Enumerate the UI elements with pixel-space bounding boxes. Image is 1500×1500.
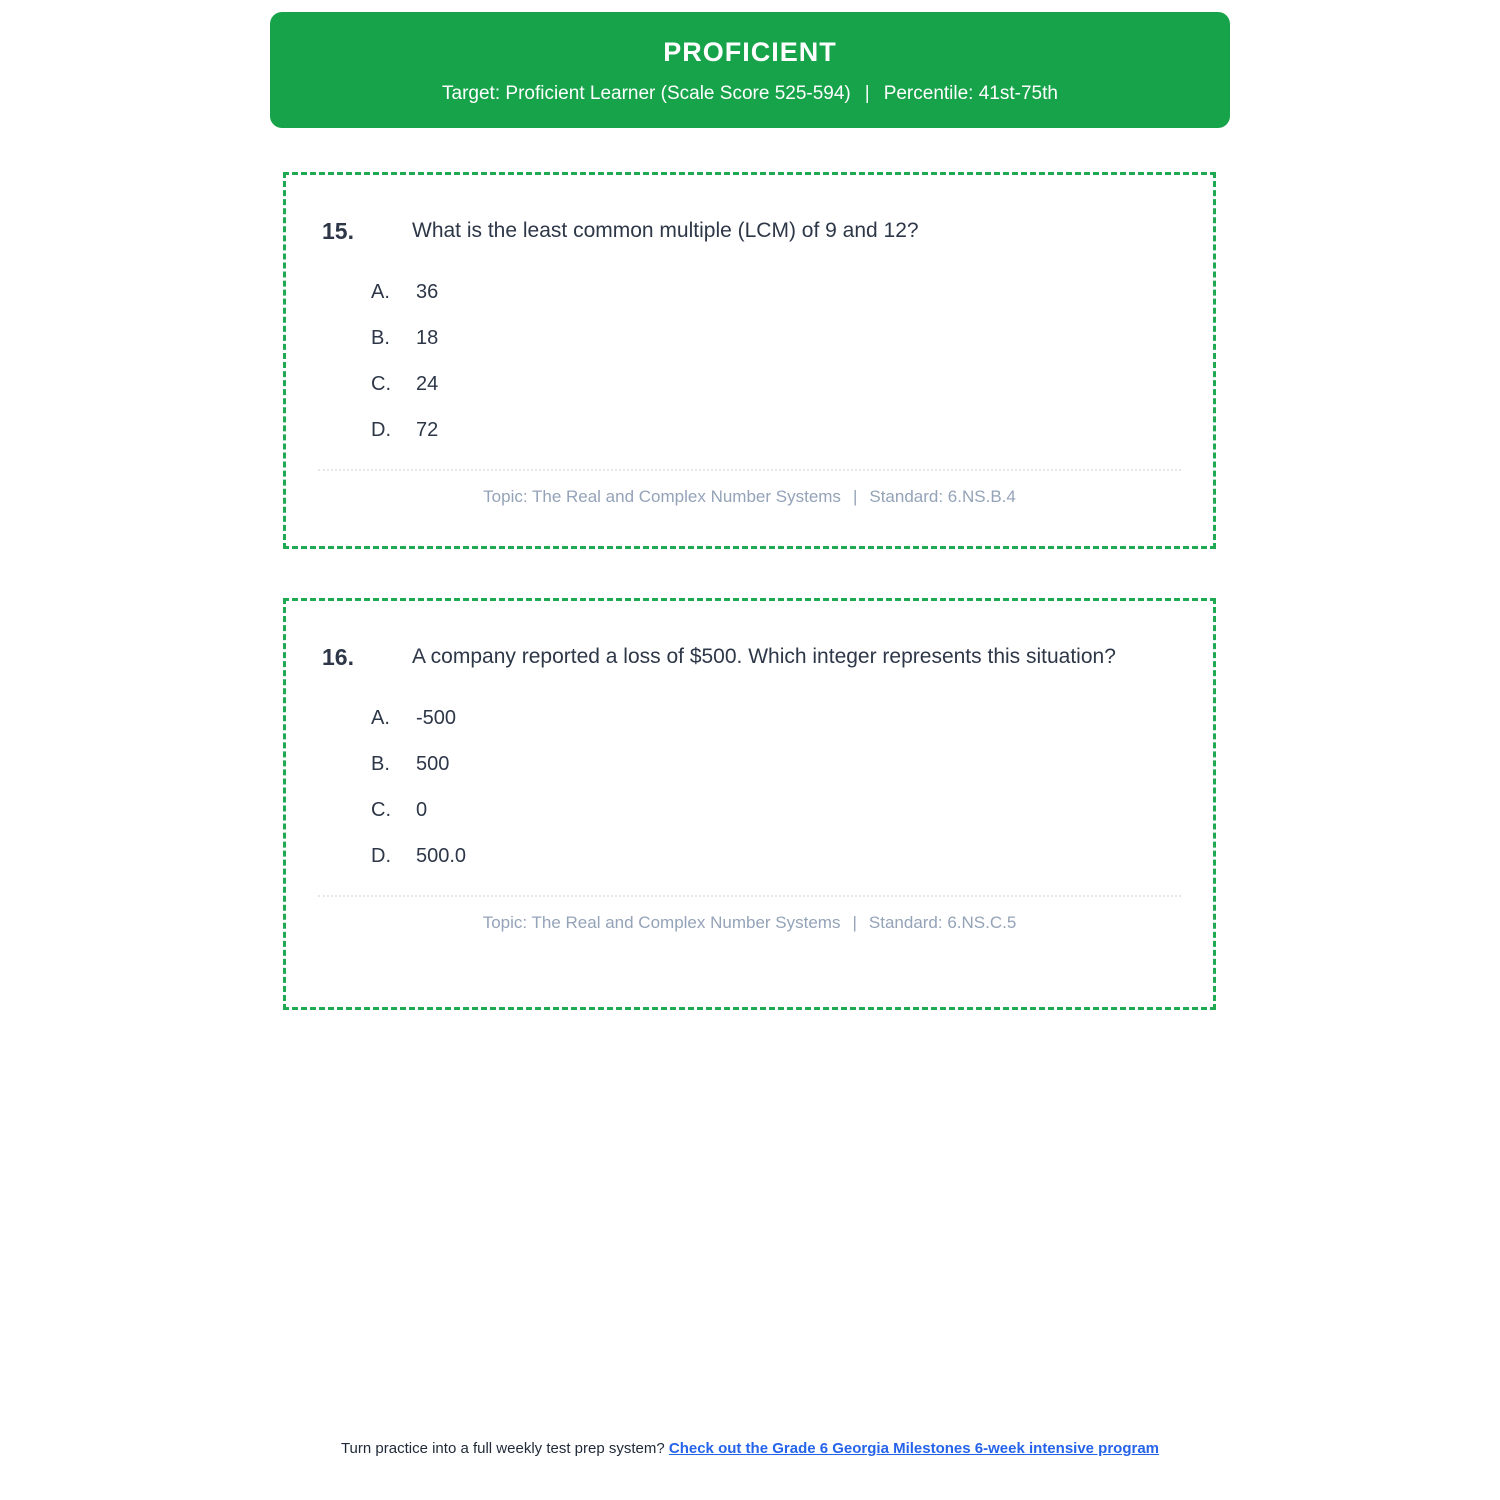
topic-label: Topic: The Real and Complex Number Systems bbox=[482, 913, 841, 932]
banner-title: PROFICIENT bbox=[663, 37, 837, 67]
card-divider bbox=[318, 469, 1181, 471]
option-value: 500.0 bbox=[416, 845, 467, 867]
option-row-a bbox=[371, 269, 1177, 315]
option-row-c bbox=[371, 361, 1177, 407]
option-value: 36 bbox=[416, 281, 439, 303]
option-row-b bbox=[371, 741, 1177, 787]
option-letter: A. bbox=[371, 281, 390, 303]
performance-level-banner bbox=[270, 12, 1230, 128]
option-value: -500 bbox=[416, 707, 457, 729]
question-number: 16. bbox=[322, 644, 354, 670]
option-letter: B. bbox=[371, 327, 390, 349]
meta-separator: | bbox=[852, 487, 858, 506]
promo-footer bbox=[290, 1439, 1210, 1458]
option-letter: A. bbox=[371, 707, 390, 729]
option-row-b bbox=[371, 315, 1177, 361]
card-divider bbox=[318, 895, 1181, 897]
option-value: 24 bbox=[416, 373, 439, 395]
question-row bbox=[322, 213, 1177, 249]
question-card-16 bbox=[283, 598, 1216, 1010]
option-value: 72 bbox=[416, 419, 439, 441]
option-letter: B. bbox=[371, 753, 390, 775]
question-text: A company reported a loss of $500. Which integer represents this situation? bbox=[412, 645, 1116, 668]
promo-prompt-text: Turn practice into a full weekly test prep system? bbox=[340, 1440, 669, 1457]
banner-separator: | bbox=[864, 83, 870, 104]
standard-label: Standard: 6.NS.C.5 bbox=[868, 913, 1017, 932]
option-value: 500 bbox=[416, 753, 450, 775]
options-list bbox=[371, 269, 1177, 453]
standard-label: Standard: 6.NS.B.4 bbox=[869, 487, 1016, 506]
question-card-15 bbox=[283, 172, 1216, 549]
option-letter: C. bbox=[371, 799, 391, 821]
banner-subtitle bbox=[270, 83, 1230, 105]
option-letter: D. bbox=[371, 419, 391, 441]
option-letter: D. bbox=[371, 845, 391, 867]
meta-separator: | bbox=[852, 913, 857, 932]
option-row-d bbox=[371, 833, 1177, 879]
option-letter: C. bbox=[371, 373, 391, 395]
promo-program-link[interactable]: Check out the Grade 6 Georgia Milestones 6-week intensive program bbox=[668, 1440, 1160, 1457]
question-number: 15. bbox=[322, 218, 354, 244]
option-value: 0 bbox=[416, 799, 428, 821]
banner-percentile-text: Percentile: 41st-75th bbox=[883, 83, 1058, 104]
options-list bbox=[371, 695, 1177, 879]
option-value: 18 bbox=[416, 327, 439, 349]
banner-target-text: Target: Proficient Learner (Scale Score 525-594) bbox=[442, 83, 851, 104]
question-meta bbox=[322, 911, 1177, 935]
option-row-d bbox=[371, 407, 1177, 453]
topic-label: Topic: The Real and Complex Number Systems bbox=[483, 487, 841, 506]
question-row bbox=[322, 639, 1177, 675]
question-text: What is the least common multiple (LCM) of 9 and 12? bbox=[412, 219, 919, 242]
option-row-c bbox=[371, 787, 1177, 833]
question-meta bbox=[322, 485, 1177, 509]
option-row-a bbox=[371, 695, 1177, 741]
